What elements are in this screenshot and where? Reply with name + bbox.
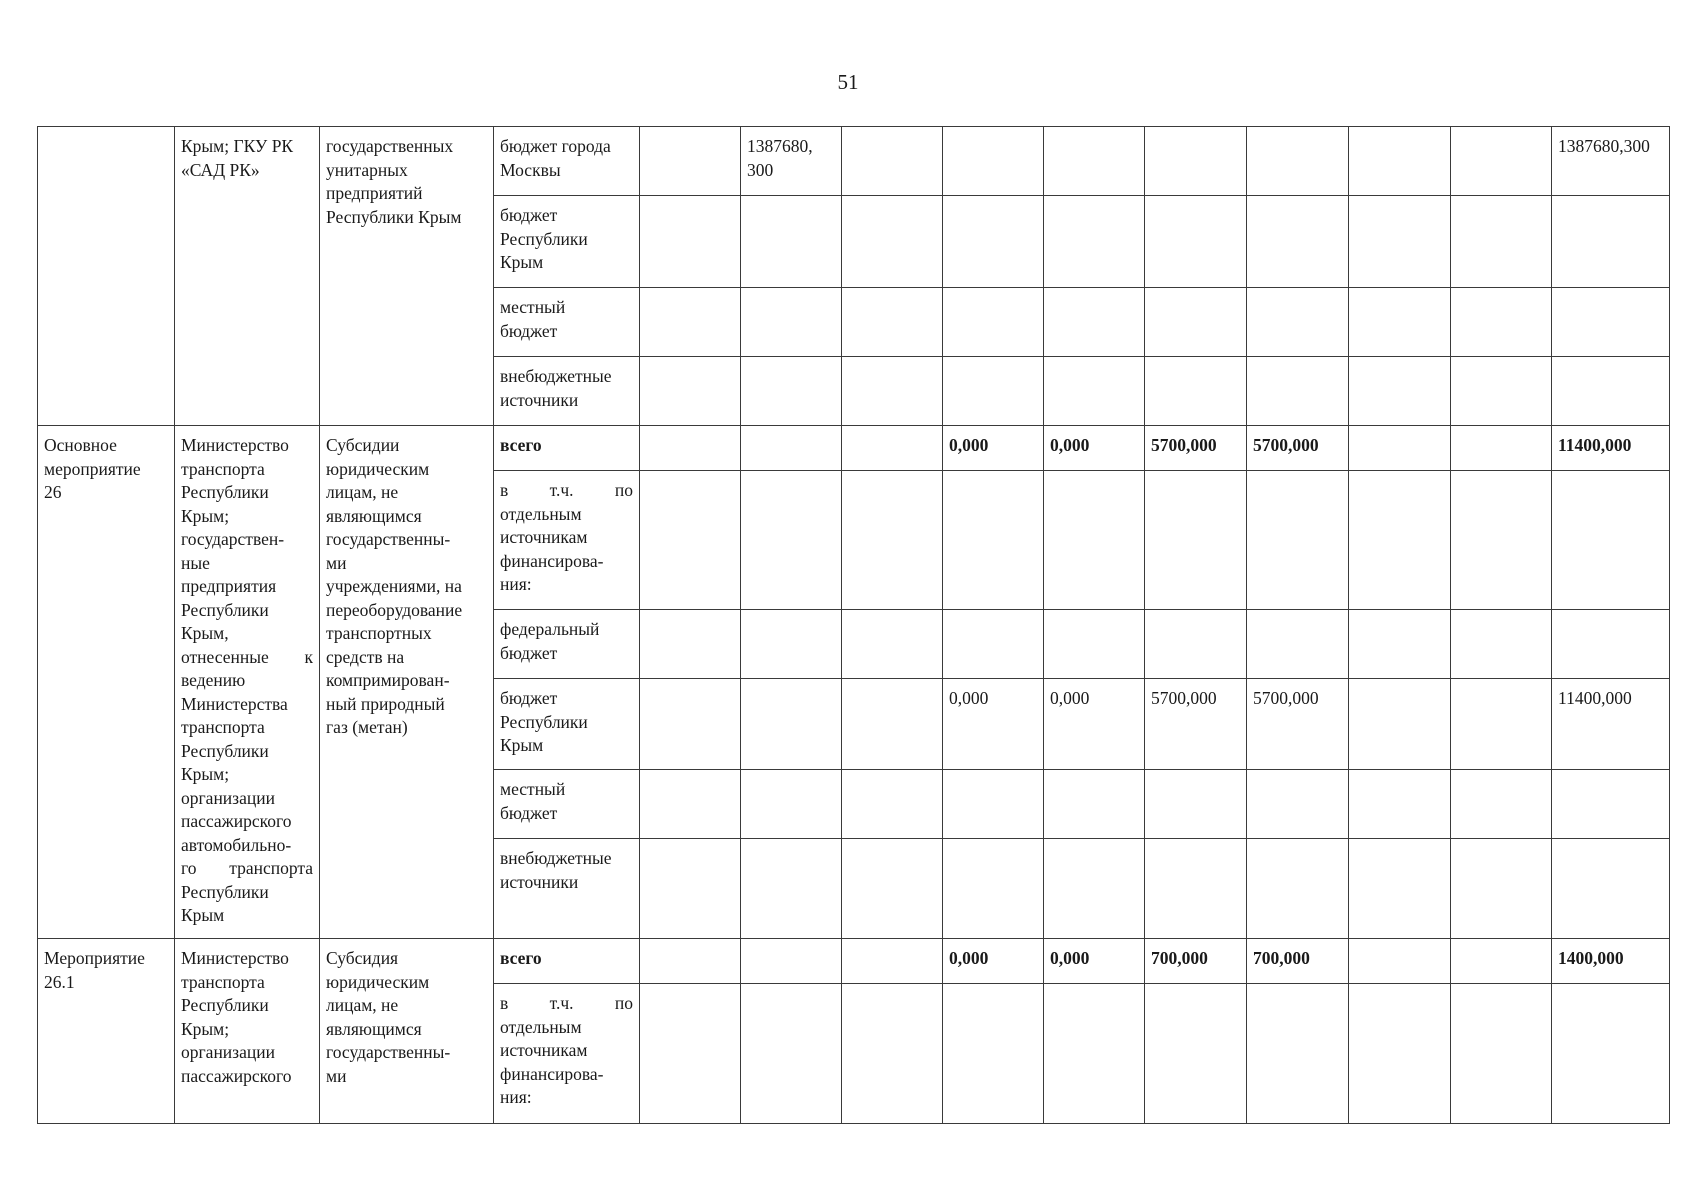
value-cell — [741, 357, 842, 426]
value-cell — [1145, 357, 1247, 426]
executor-line: пассажирского — [181, 1065, 292, 1086]
value-cell — [1247, 984, 1349, 1124]
source-cell — [494, 357, 640, 426]
value-cell: 0,000 — [943, 679, 1044, 770]
executor-line: Крым; ГКУ РК — [181, 136, 294, 156]
total-cell: 1400,000 — [1552, 939, 1670, 984]
measure-name-line: мероприятие — [44, 458, 141, 479]
source-line: финансирова- — [500, 550, 604, 571]
source-line: Москвы — [500, 159, 561, 180]
value-cell — [943, 984, 1044, 1124]
value-cell: 5700,000 — [1145, 679, 1247, 770]
value-cell — [842, 357, 943, 426]
value-cell — [943, 196, 1044, 288]
value-cell: 0,000 — [943, 426, 1044, 471]
value-cell — [640, 770, 741, 839]
value-cell — [741, 939, 842, 984]
executor-line: Республики — [181, 482, 269, 502]
executor-line: Министерство — [181, 948, 289, 968]
total-cell — [1552, 984, 1670, 1124]
executor-line: отнесенные к — [181, 646, 313, 667]
value-cell — [943, 127, 1044, 196]
value-cell: 5700,000 — [1145, 426, 1247, 471]
value-cell — [842, 426, 943, 471]
value-cell: 5700,000 — [1247, 426, 1349, 471]
value-cell — [1247, 471, 1349, 610]
value-cell — [640, 426, 741, 471]
value-cell — [1451, 939, 1552, 984]
value-cell — [1451, 984, 1552, 1124]
total-cell — [1552, 770, 1670, 839]
value-cell — [842, 770, 943, 839]
value-cell — [842, 196, 943, 288]
executor-line: пассажирского — [181, 811, 292, 831]
value-cell — [842, 288, 943, 357]
value-cell — [1044, 471, 1145, 610]
executor-line: Республики — [181, 599, 269, 620]
executor-line: ные — [181, 552, 210, 573]
purpose-line: юридическим — [326, 458, 430, 479]
purpose-line: государственны- — [326, 1042, 451, 1062]
value-cell: 700,000 — [1145, 939, 1247, 984]
value-cell — [1451, 770, 1552, 839]
value-cell — [1247, 196, 1349, 288]
value-cell — [1349, 770, 1451, 839]
value-cell — [640, 839, 741, 939]
executor-line: государствен- — [181, 529, 285, 549]
source-cell — [494, 196, 640, 288]
source-line: Республики — [500, 711, 588, 732]
executor-line: автомобильно- — [181, 834, 292, 855]
value-cell — [1247, 127, 1349, 196]
purpose-line: предприятий — [326, 183, 423, 203]
value-cell — [1451, 127, 1552, 196]
value-cell — [1145, 770, 1247, 839]
value-cell — [741, 839, 842, 939]
executor-line: ведению — [181, 670, 246, 690]
measure-name-line: 26.1 — [44, 971, 75, 992]
source-line: Крым — [500, 735, 544, 755]
purpose-line: учреждениями, на — [326, 576, 462, 596]
value-cell — [1044, 196, 1145, 288]
total-cell: 1387680,300 — [1552, 127, 1670, 196]
executor-line: Крым; — [181, 505, 230, 526]
source-line: внебюджетные — [500, 848, 612, 868]
value-cell — [842, 984, 943, 1124]
source-line: финансирова- — [500, 1063, 604, 1084]
source-cell — [494, 770, 640, 839]
purpose-line: газ (метан) — [326, 717, 408, 737]
source-line: источникам — [500, 527, 588, 547]
value-cell: 0,000 — [1044, 939, 1145, 984]
total-cell — [1552, 196, 1670, 288]
value-cell — [640, 357, 741, 426]
value-cell — [1349, 984, 1451, 1124]
source-cell — [494, 984, 640, 1124]
value-cell — [640, 127, 741, 196]
source-cell — [494, 127, 640, 196]
value-cell — [640, 471, 741, 610]
total-cell — [1552, 610, 1670, 679]
value-cell — [741, 471, 842, 610]
purpose-line: ми — [326, 552, 347, 573]
measure-name-cell — [38, 426, 175, 939]
purpose-line: лицам, не — [326, 482, 399, 502]
source-line: бюджет города — [500, 136, 611, 156]
measure-name-line: 26 — [44, 482, 62, 502]
value-cell — [741, 127, 842, 196]
value-cell — [943, 610, 1044, 679]
executor-line: Республики — [181, 881, 269, 902]
measure-name-cell — [38, 939, 175, 1124]
value-cell — [1044, 770, 1145, 839]
value-cell — [1349, 288, 1451, 357]
value-cell — [943, 471, 1044, 610]
value-cell — [1044, 288, 1145, 357]
value-cell — [1145, 610, 1247, 679]
executor-line: Министерства — [181, 693, 288, 714]
value-cell — [842, 939, 943, 984]
value-cell — [842, 127, 943, 196]
purpose-line: средств на — [326, 646, 405, 667]
value-cell — [640, 984, 741, 1124]
value-cell — [1349, 939, 1451, 984]
source-line: внебюджетные — [500, 366, 612, 386]
executor-line: транспорта — [181, 971, 265, 992]
value-cell — [842, 610, 943, 679]
source-line: Крым — [500, 252, 544, 272]
budget-table — [37, 126, 1670, 1124]
value-line: 1387680, — [747, 136, 813, 156]
purpose-line: государственны- — [326, 529, 451, 549]
page-number: 51 — [837, 70, 859, 94]
source-line: ния: — [500, 574, 532, 594]
executor-line: Крым — [181, 905, 225, 925]
value-cell — [842, 471, 943, 610]
source-line: источники — [500, 871, 579, 892]
value-cell — [741, 984, 842, 1124]
value-cell — [1451, 357, 1552, 426]
executor-cell — [175, 939, 320, 1124]
value-cell — [1349, 127, 1451, 196]
total-cell — [1552, 471, 1670, 610]
value-cell — [1451, 839, 1552, 939]
purpose-line: ми — [326, 1065, 347, 1086]
value-cell — [943, 288, 1044, 357]
source-line: бюджет — [500, 802, 558, 823]
value-cell — [1247, 610, 1349, 679]
value-cell — [1044, 127, 1145, 196]
value-cell — [640, 939, 741, 984]
value-cell — [1451, 471, 1552, 610]
value-cell — [1044, 610, 1145, 679]
value-cell — [1349, 196, 1451, 288]
measure-name-line: Основное — [44, 435, 117, 455]
value-cell — [1044, 984, 1145, 1124]
purpose-line: государственных — [326, 136, 454, 156]
value-cell: 0,000 — [943, 939, 1044, 984]
executor-cell — [175, 127, 320, 426]
executor-line: «САД РК» — [181, 159, 260, 180]
value-cell — [1349, 357, 1451, 426]
value-cell — [1145, 196, 1247, 288]
value-cell — [1145, 839, 1247, 939]
purpose-line: Субсидия — [326, 948, 399, 968]
executor-line: Крым; — [181, 1018, 230, 1039]
value-cell — [741, 288, 842, 357]
value-cell — [1451, 196, 1552, 288]
value-cell — [943, 839, 1044, 939]
total-cell — [1552, 288, 1670, 357]
value-cell: 700,000 — [1247, 939, 1349, 984]
value-cell — [640, 288, 741, 357]
executor-line: Крым; — [181, 764, 230, 784]
executor-line: Министерство — [181, 435, 289, 455]
purpose-cell — [320, 127, 494, 426]
executor-line: Крым, — [181, 623, 229, 643]
purpose-line: Республики Крым — [326, 206, 462, 227]
purpose-line: лицам, не — [326, 995, 399, 1015]
value-cell — [1247, 357, 1349, 426]
value-cell — [1349, 471, 1451, 610]
value-cell — [741, 610, 842, 679]
table-row — [38, 426, 1670, 471]
executor-line: транспорта — [181, 717, 265, 737]
value-cell — [1145, 471, 1247, 610]
value-cell: 5700,000 — [1247, 679, 1349, 770]
source-line: ния: — [500, 1087, 532, 1107]
source-cell — [494, 471, 640, 610]
executor-line: Республики — [181, 995, 269, 1015]
value-cell — [1349, 610, 1451, 679]
source-cell — [494, 288, 640, 357]
purpose-line: унитарных — [326, 159, 408, 180]
source-line: отдельным — [500, 503, 582, 524]
value-cell — [741, 679, 842, 770]
purpose-line: транспортных — [326, 623, 432, 643]
source-line: федеральный — [500, 619, 600, 639]
purpose-line: юридическим — [326, 971, 430, 992]
executor-line: го транспорта — [181, 858, 313, 878]
table-row — [38, 127, 1670, 196]
value-cell — [1145, 288, 1247, 357]
purpose-line: являющимся — [326, 1018, 422, 1039]
value-cell — [1247, 839, 1349, 939]
value-cell — [640, 196, 741, 288]
table-row — [38, 939, 1670, 984]
value-cell — [1044, 839, 1145, 939]
value-cell: 0,000 — [1044, 426, 1145, 471]
executor-line: организации — [181, 1042, 275, 1062]
purpose-cell — [320, 426, 494, 939]
source-line: Республики — [500, 228, 588, 249]
measure-name-cell — [38, 127, 175, 426]
value-cell — [943, 357, 1044, 426]
source-cell — [494, 839, 640, 939]
executor-line: транспорта — [181, 458, 265, 479]
source-cell — [494, 939, 640, 984]
value-cell — [1044, 357, 1145, 426]
value-cell — [1145, 984, 1247, 1124]
source-line: бюджет — [500, 205, 558, 225]
source-line: в т.ч. по — [500, 993, 633, 1013]
value-cell — [1451, 610, 1552, 679]
value-cell — [1145, 127, 1247, 196]
executor-line: предприятия — [181, 576, 277, 596]
purpose-line: Субсидии — [326, 435, 400, 455]
executor-cell — [175, 426, 320, 939]
source-line: бюджет — [500, 642, 558, 663]
value-cell — [741, 196, 842, 288]
source-line: источники — [500, 389, 579, 410]
value-line: 300 — [747, 159, 774, 180]
source-line: в т.ч. по — [500, 480, 633, 500]
value-cell — [1451, 288, 1552, 357]
source-cell — [494, 610, 640, 679]
executor-line: организации — [181, 787, 275, 808]
purpose-line: являющимся — [326, 505, 422, 526]
value-cell — [1451, 679, 1552, 770]
source-cell — [494, 679, 640, 770]
source-line: источникам — [500, 1040, 588, 1060]
value-cell — [640, 610, 741, 679]
value-cell — [1451, 426, 1552, 471]
value-cell — [1349, 839, 1451, 939]
purpose-line: ный природный — [326, 693, 445, 714]
value-cell — [640, 679, 741, 770]
purpose-cell — [320, 939, 494, 1124]
value-cell — [1349, 426, 1451, 471]
measure-name-line: Мероприятие — [44, 948, 145, 968]
source-line: всего — [500, 948, 542, 968]
executor-line: Республики — [181, 740, 269, 761]
source-line: местный — [500, 779, 566, 799]
total-cell — [1552, 839, 1670, 939]
value-cell — [842, 679, 943, 770]
value-cell — [943, 770, 1044, 839]
value-cell — [1349, 679, 1451, 770]
total-cell: 11400,000 — [1552, 426, 1670, 471]
source-line: местный — [500, 297, 566, 317]
value-cell — [1247, 288, 1349, 357]
source-line: бюджет — [500, 320, 558, 341]
purpose-line: компримирован- — [326, 670, 450, 690]
purpose-line: переоборудование — [326, 599, 463, 620]
value-cell: 0,000 — [1044, 679, 1145, 770]
value-cell — [741, 426, 842, 471]
value-cell — [741, 770, 842, 839]
source-line: всего — [500, 435, 542, 455]
source-cell — [494, 426, 640, 471]
total-cell: 11400,000 — [1552, 679, 1670, 770]
source-line: бюджет — [500, 688, 558, 708]
total-cell — [1552, 357, 1670, 426]
source-line: отдельным — [500, 1016, 582, 1037]
value-cell — [842, 839, 943, 939]
value-cell — [1247, 770, 1349, 839]
